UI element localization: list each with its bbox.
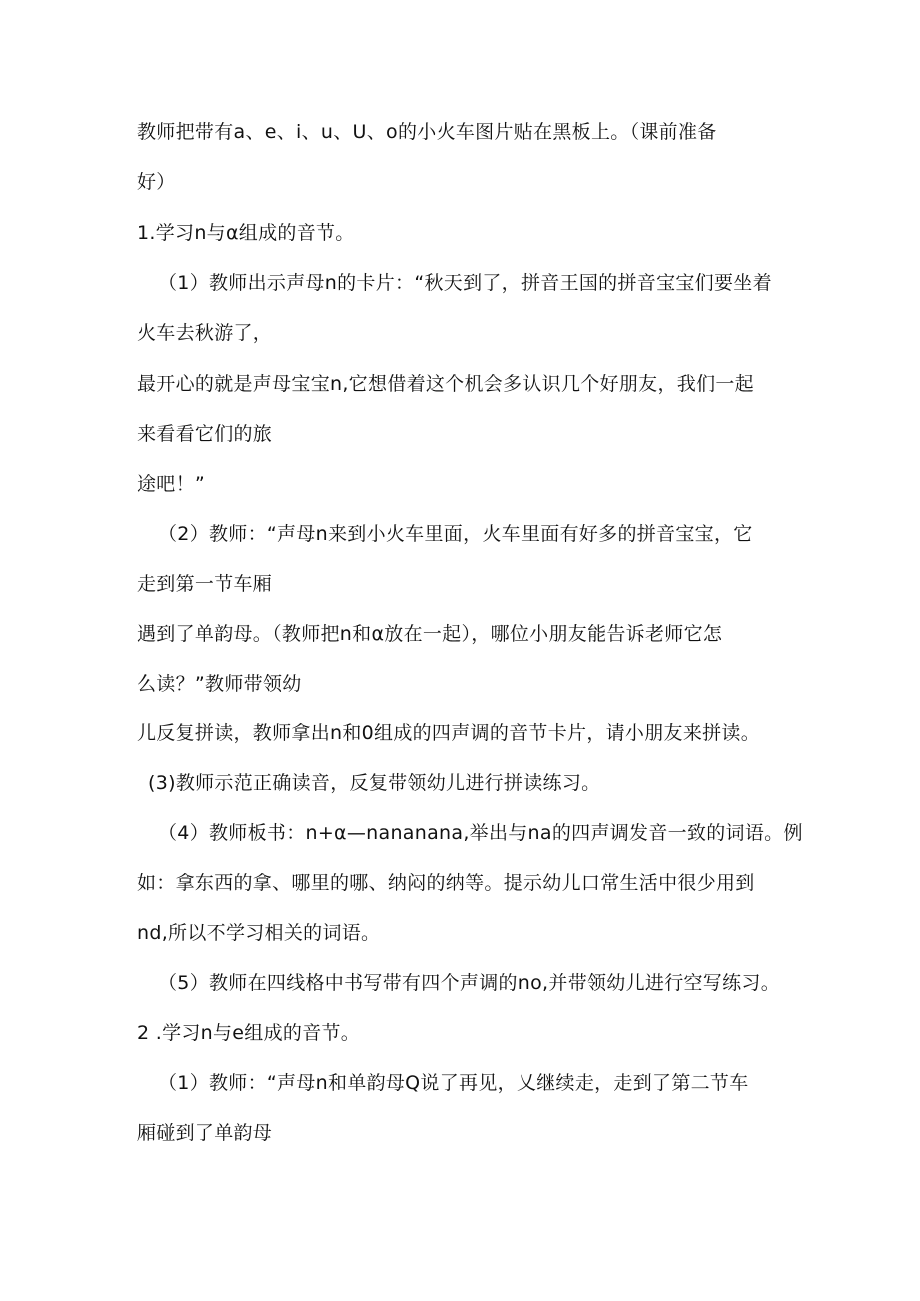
section-heading-2: 2 .学习n与e组成的音节。 (137, 1022, 361, 1044)
text-line-4: （1）教师出示声母n的卡片：“秋天到了，拼音王国的拼音宝宝们要坐着 (158, 272, 772, 294)
text-line-20: （1）教师：“声母n和单韵母Q说了再见，乂继续走，走到了第二节车 (158, 1072, 749, 1094)
text-line-7: 来看看它们的旅 (137, 423, 273, 445)
text-line-15: （4）教师板书：n+α—nananana,举出与na的四声调发音一致的词语。例 (158, 822, 803, 844)
text-line-9: （2）教师：“声母n来到小火车里面，火车里面有好多的拼音宝宝，它 (158, 523, 753, 545)
text-line-14: (3)教师示范正确读音，反复带领幼儿进行拼读练习。 (148, 772, 601, 794)
section-heading-1: 1.学习n与α组成的音节。 (137, 222, 355, 244)
text-line-5: 火车去秋游了， (137, 322, 273, 344)
text-line-18: （5）教师在四线格中书写带有四个声调的no,并带领幼儿进行空写练习。 (158, 972, 780, 994)
text-line-13: 儿反复拼读，教师拿出n和0组成的四声调的音节卡片，请小朋友来拼读。 (137, 722, 761, 744)
text-line-16: 如：拿东西的拿、哪里的哪、纳闷的纳等。提示幼儿口常生活中很少用到 (137, 872, 755, 894)
text-line-8: 途吧！” (137, 473, 206, 495)
text-line-17: nd,所以不学习相关的词语。 (137, 922, 381, 944)
text-line-2: 好） (137, 171, 176, 193)
text-line-6: 最开心的就是声母宝宝n,它想借着这个机会多认识几个好朋友，我们一起 (137, 373, 754, 395)
text-line-10: 走到第一节车厢 (137, 573, 273, 595)
text-line-11: 遇到了单韵母。（教师把n和α放在一起），哪位小朋友能告诉老师它怎 (137, 623, 723, 645)
text-line-12: 么读？”教师带领幼 (137, 673, 302, 695)
text-line-21: 厢碰到了单韵母 (137, 1122, 273, 1144)
text-line-1: 教师把带有a、e、i、u、U、o的小火车图片贴在黑板上。（课前准备 (137, 121, 717, 143)
